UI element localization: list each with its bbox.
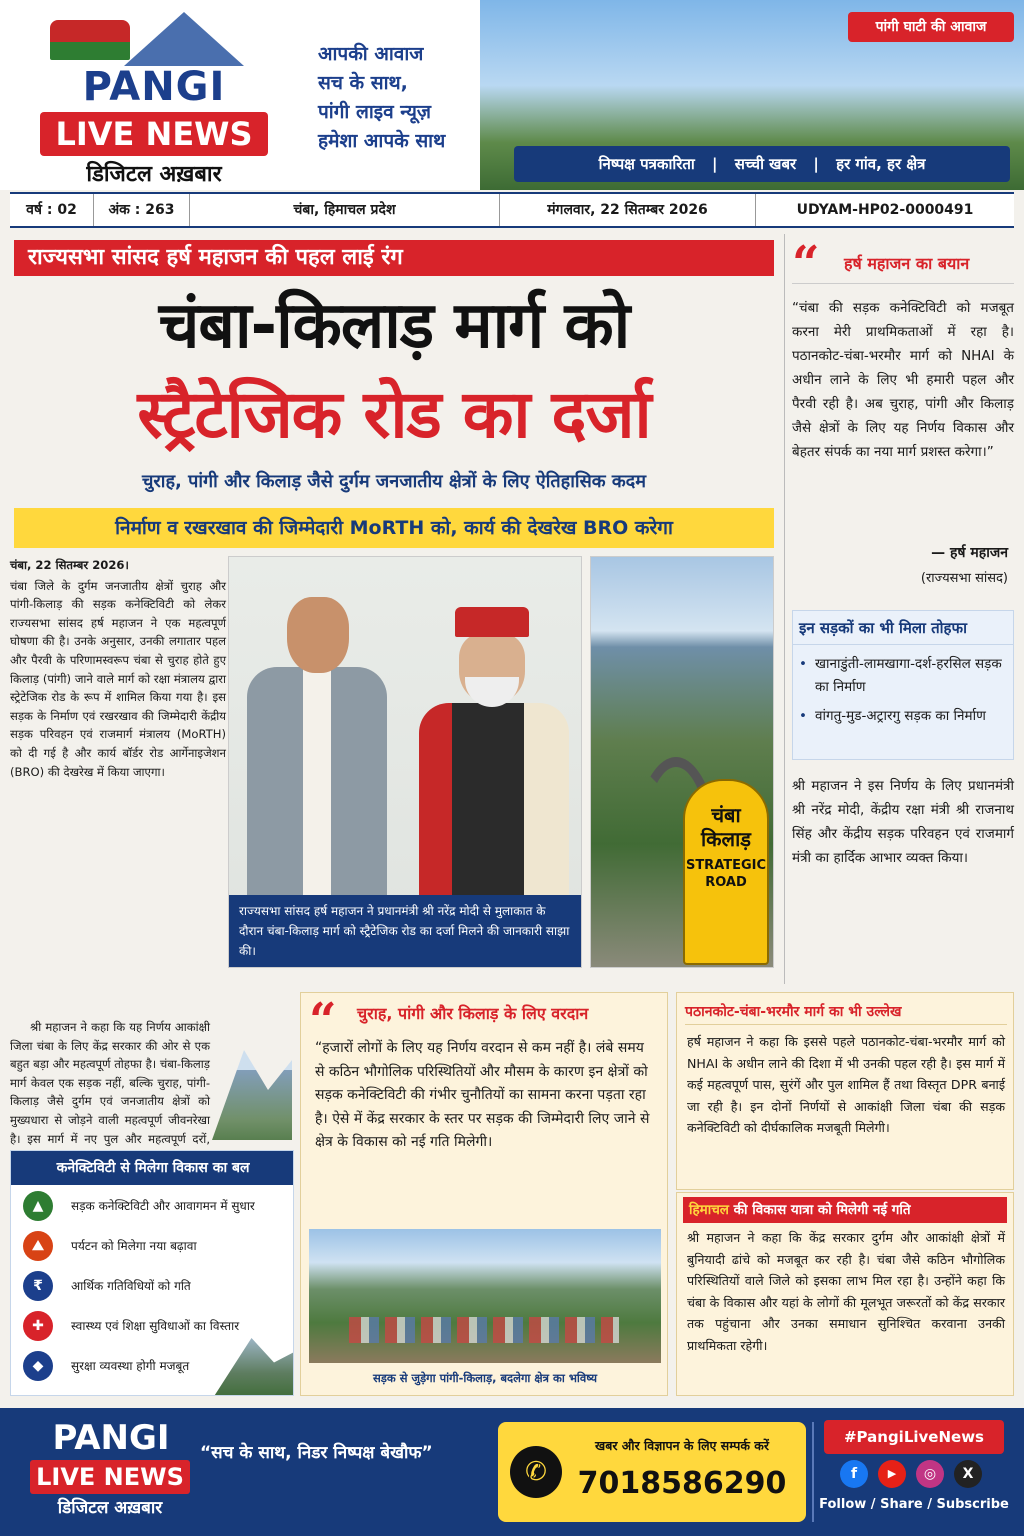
list-item: • खानाडुंती-लामखागा-दर्श-हरसिल सड़क का निर्माण: [799, 653, 1007, 699]
footer-slogan: “सच के साथ, निडर निष्पक्ष बेखौफ”: [200, 1443, 433, 1463]
mountain-icon: [124, 12, 244, 66]
person-narendra-modi: [419, 607, 569, 907]
masthead: [0, 0, 1024, 190]
youtube-icon[interactable]: ▶: [878, 1460, 906, 1488]
logo-pangi: PANGI: [82, 64, 226, 110]
tagline: [318, 40, 508, 156]
tagline-line: आपकी आवाज: [318, 43, 424, 65]
issue-number: अंक : 263: [94, 194, 190, 226]
strip-separator: |: [813, 155, 819, 173]
gift-box-title: इन सड़कों का भी मिला तोहफा: [793, 611, 1013, 645]
himachali-cap-icon: [50, 20, 130, 60]
benefit-label: आर्थिक गतिविधियों को गति: [71, 1279, 191, 1293]
tagline-line: पांगी लाइव न्यूज़: [318, 101, 431, 123]
list-item: [23, 1271, 293, 1303]
milestone-text: चंबा: [711, 803, 741, 827]
thanks-paragraph: श्री महाजन ने इस निर्णय के लिए प्रधानमंत्री श्री नरेंद्र मोदी, केंद्रीय रक्षा मंत्री श्री राजनाथ सिंह और केंद्रीय सड़क परिवहन एवं राजमार्ग मंत्री का हार्दिक आभार व्यक्त किया।: [792, 778, 1014, 866]
benefit-label: स्वास्थ्य एवं शिक्षा सुविधाओं का विस्तार: [71, 1319, 240, 1333]
strip-separator: |: [712, 155, 718, 173]
issue-date: मंगलवार, 22 सितम्बर 2026: [500, 194, 756, 226]
milestone-text: किलाड़: [701, 827, 751, 851]
strip-item: सच्ची खबर: [734, 155, 797, 173]
person-harsh-mahajan: [247, 597, 387, 897]
himachal-title-accent: हिमाचल: [689, 1202, 729, 1218]
story-column: [10, 556, 226, 783]
himachal-title: [683, 1197, 1007, 1223]
road-icon: ▲: [23, 1191, 53, 1221]
list-item: • वांगतु-मुड-अट्रारगु सड़क का निर्माण: [799, 705, 1007, 728]
milestone-text: STRATEGIC: [685, 858, 767, 873]
instagram-icon[interactable]: ◎: [916, 1460, 944, 1488]
statement-title: हर्ष महाजन का बयान: [844, 254, 970, 273]
milestone-text: ROAD: [705, 875, 747, 890]
social-icons: [836, 1460, 996, 1492]
story-paragraph-1: चंबा जिले के दुर्गम जनजातीय क्षेत्रों चुराह और पांगी-किलाड़ की सड़क कनेक्टिविटी को लेकर राज्यसभा सांसद हर्ष महाजन ने एक महत्वपूर्ण घोषणा की है। उनके अनुसार, उनकी लगातार पहल और पैरवी के परिणामस्वरूप चंबा से चुराह होते हुए किलाड़ (पांगी) जाने वाले मार्ग को रक्षा मंत्रालय द्वारा स्ट्रेटेजिक रोड के रूप में शामिल किया गया है। इस सड़क के निर्माण एवं रखरखाव की जिम्मेदारी केंद्रीय सड़क परिवहन एवं राजमार्ग मंत्रालय (MoRTH) को दी गई है और कार्य बॉर्डर रोड आर्गेनाइजेशन (BRO) की देखरेख में किया जाएगा।: [10, 578, 226, 779]
statement-author: — हर्ष महाजन: [931, 545, 1008, 561]
connectivity-benefits-box: [10, 1150, 294, 1396]
footer-logo-live-news: LIVE NEWS: [30, 1460, 190, 1494]
contact-box[interactable]: [498, 1422, 806, 1522]
contact-phone-number[interactable]: 7018586290: [577, 1466, 787, 1501]
person-body: [247, 667, 387, 907]
follow-share-subscribe: Follow / Share / Subscribe: [819, 1497, 1009, 1512]
story-dateline: चंबा, 22 सितम्बर 2026।: [10, 558, 129, 572]
statement-quote: “चंबा की सड़क कनेक्टिविटी को मजबूत करना मेरी प्राथमिकताओं में रहा है। पठानकोट-चंबा-भरमौर मार्ग को NHAI के अधीन लाने के लिए भी हमारी पहल और पैरवी रही है। अब चुराह, पांगी और किलाड़ जैसे क्षेत्रों के लिए यह निर्णय विकास और बेहतर संपर्क का नया मार्ग प्रशस्त करेगा।”: [792, 300, 1014, 460]
statement-header: [792, 236, 1014, 292]
himachal-title-rest: की विकास यात्रा को मिलेगी नई गति: [728, 1202, 911, 1218]
himachali-cap-icon: [455, 607, 529, 637]
tourism-icon: ⛰: [23, 1231, 53, 1261]
contact-label: खबर और विज्ञापन के लिए सम्पर्क करें: [594, 1438, 770, 1453]
milestone-sign: [683, 779, 769, 965]
village-houses: [349, 1317, 619, 1343]
photo-caption: राज्यसभा सांसद हर्ष महाजन ने प्रधानमंत्री श्री नरेंद्र मोदी से मुलाकात के दौरान चंबा-किलाड़ मार्ग को स्ट्रैटेजिक रोड का दर्जा मिलने की जानकारी साझा की।: [229, 895, 581, 968]
boon-quote: “हजारों लोगों के लिए यह निर्णय वरदान से कम नहीं है। लंबे समय से कठिन भौगोलिक परिस्थितियों और मौसम के कारण इन क्षेत्रों को सड़क कनेक्टिविटी की गंभीर चुनौतियों का सामना करना पड़ता रहा है। ऐसे में केंद्र सरकार के स्तर पर सड़क की जिम्मेदारी लिए जाने से क्षेत्र के विकास को नई गति मिलेगी।: [315, 1040, 650, 1150]
quote-icon: “: [309, 993, 337, 1049]
issue-info-bar: [10, 192, 1014, 228]
x-icon[interactable]: X: [954, 1460, 982, 1488]
nhai-box: [676, 992, 1014, 1190]
footer-logo-subtitle: डिजिटल अख़बार: [57, 1498, 163, 1518]
nhai-title: पठानकोट-चंबा-भरमौर मार्ग का भी उल्लेख: [685, 999, 1007, 1025]
mountain-road-photo[interactable]: [590, 556, 774, 968]
list-item: [23, 1231, 293, 1263]
headline-line-2: स्ट्रैटेजिक रोड का दर्जा: [137, 376, 651, 453]
valley-village-photo[interactable]: [309, 1229, 661, 1363]
headline-kicker: राज्यसभा सांसद हर्ष महाजन की पहल लाई रंग: [14, 240, 774, 276]
dateline-place: चंबा, हिमाचल प्रदेश: [190, 194, 500, 226]
boon-box: [300, 992, 668, 1396]
himachal-box: [676, 1192, 1014, 1396]
logo-live-news: LIVE NEWS: [40, 112, 268, 156]
strip-item: हर गांव, हर क्षेत्र: [836, 155, 926, 173]
values-strip: [514, 146, 1010, 182]
statement-author-role: (राज्यसभा सांसद): [920, 571, 1008, 586]
person-body: [419, 703, 569, 923]
benefit-label: सड़क कनेक्टिविटी और आवागमन में सुधार: [71, 1199, 255, 1213]
udyam-number: UDYAM-HP02-0000491: [796, 202, 974, 218]
footer-logo-pangi: PANGI: [52, 1418, 170, 1458]
tagline-line: हमेशा आपके साथ: [318, 130, 446, 152]
headline-line-1: चंबा-किलाड़ मार्ग को: [158, 289, 630, 363]
story-paragraph-2-text: श्री महाजन ने कहा कि यह निर्णय आकांक्षी जिला चंबा के लिए केंद्र सरकार की ओर से एक बहुत बड़ा और महत्वपूर्ण तोहफा है। चंबा-किलाड़ मार्ग केवल एक सड़क नहीं, बल्कि चुराह, पांगी-किलाड़ जैसे दुर्गम एवं जनजातीय क्षेत्रों को मुख्यधारा से जोड़ने वाली महत्वपूर्ण जीवनरेखा है। इस मार्ग में नए पुल और महत्वपूर्ण दरों,: [10, 1020, 210, 1146]
connectivity-title: कनेक्टिविटी से मिलेगा विकास का बल: [11, 1151, 294, 1185]
footer: [0, 1408, 1024, 1536]
hashtag-badge[interactable]: #PangiLiveNews: [824, 1420, 1004, 1454]
facebook-icon[interactable]: f: [840, 1460, 868, 1488]
phone-icon: ✆: [510, 1446, 562, 1498]
boon-photo-caption: सड़क से जुड़ेगा पांगी-किलाड़, बदलेगा क्षेत्र का भविष्य: [372, 1371, 598, 1385]
road-gift-box: [792, 610, 1014, 760]
shield-icon: ◆: [23, 1351, 53, 1381]
list-item: [23, 1191, 293, 1223]
benefit-label: सुरक्षा व्यवस्था होगी मजबूत: [71, 1359, 190, 1373]
highlight-bar: निर्माण व रखरखाव की जिम्मेदारी MoRTH को, कार्य की देखरेख BRO करेगा: [14, 508, 774, 548]
quote-icon: “: [792, 236, 820, 292]
logo-subtitle: डिजिटल अख़बार: [86, 162, 222, 187]
volume-year: वर्ष : 02: [10, 194, 94, 226]
boon-title: चुराह, पांगी और किलाड़ के लिए वरदान: [357, 1004, 589, 1023]
tagline-line: सच के साथ,: [318, 72, 408, 94]
economy-icon: ₹: [23, 1271, 53, 1301]
logo[interactable]: [14, 6, 284, 186]
himachal-paragraph: श्री महाजन ने कहा कि केंद्र सरकार दुर्गम और आकांक्षी क्षेत्रों में बुनियादी ढांचे को मजबूत कर रही है। चंबा जैसे कठिन भौगोलिक परिस्थितियों वाले जिले को इसका लाभ मिल रहा है। उन्होंने कहा कि चंबा के विकास और यहां के लोगों की मूलभूत जरूरतों को केंद्र सरकार तक पहुंचाना और उनका समाधान सुनिश्चित करवाना उनकी प्राथमिकता रहेगी।: [687, 1230, 1005, 1353]
meeting-photo[interactable]: [228, 556, 582, 968]
benefit-label: पर्यटन को मिलेगा नया बढ़ावा: [71, 1239, 197, 1253]
list-item: [23, 1311, 293, 1343]
health-icon: ✚: [23, 1311, 53, 1341]
strip-item: निष्पक्ष पत्रकारिता: [598, 155, 695, 173]
gift-list: [799, 653, 1007, 734]
person-head: [287, 597, 349, 673]
nhai-paragraph: हर्ष महाजन ने कहा कि इससे पहले पठानकोट-चंबा-भरमौर मार्ग को NHAI के अधीन लाने की दिशा में भी उनकी पहल रही है। इस मार्ग में कई महत्वपूर्ण पास, सुरंगें और पुल शामिल हैं तथा विस्तृत DPR बनाई जा रही है। इन दोनों निर्णयों से आकांक्षी जिला चंबा की सड़क कनेक्टिविटी को दीर्घकालिक मजबूती मिलेगी।: [687, 1034, 1005, 1135]
subheadline: चुराह, पांगी और किलाड़ जैसे दुर्गम जनजातीय क्षेत्रों के लिए ऐतिहासिक कदम: [142, 471, 646, 492]
valley-voice-badge: पांगी घाटी की आवाज: [848, 12, 1014, 42]
